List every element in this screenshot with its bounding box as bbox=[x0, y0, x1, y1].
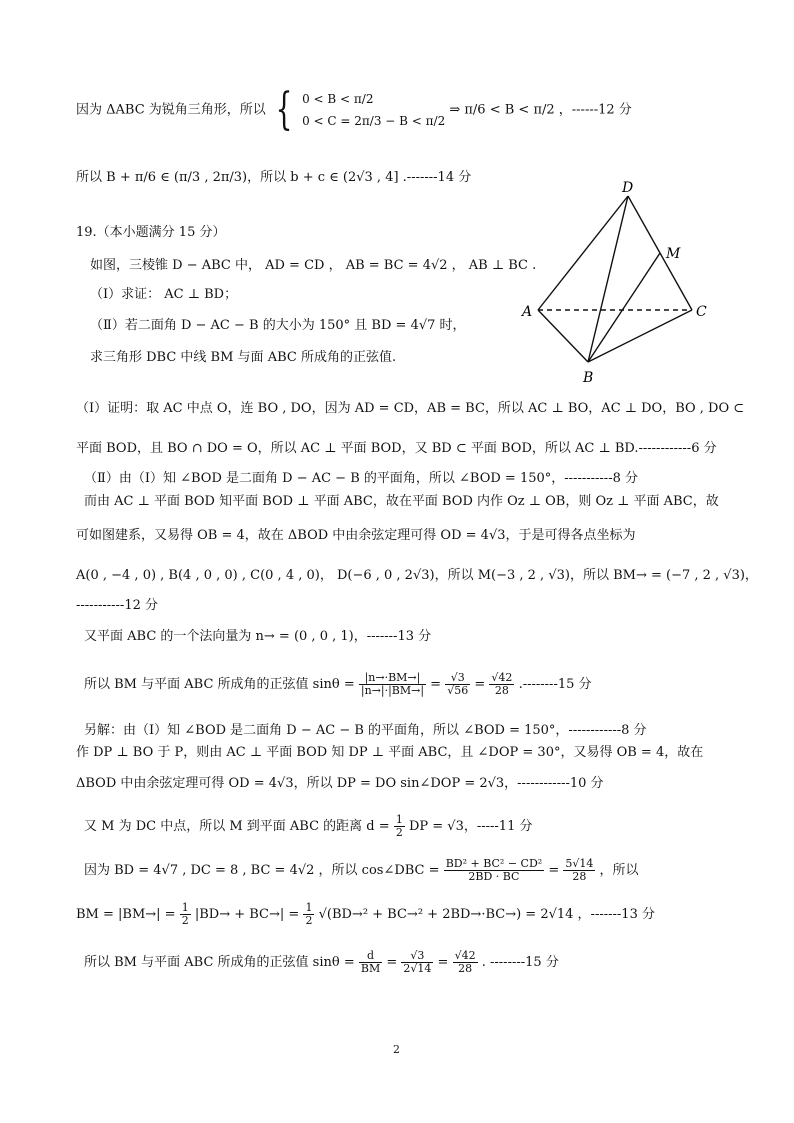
part-1-question: （Ⅰ）求证： AC ⊥ BD； bbox=[90, 287, 238, 302]
proof-part-2-b: 而由 AC ⊥ 平面 BOD 知平面 BOD ⊥ 平面 ABC，故在平面 BOD 内作 Oz ⊥ OB，则 Oz ⊥ 平面 ABC，故 bbox=[84, 494, 719, 509]
fraction-den: 2BD · BC bbox=[468, 870, 520, 883]
fraction-half-2 bbox=[180, 902, 191, 927]
fraction-num: 5√14 bbox=[565, 857, 594, 870]
fraction-num: √42 bbox=[491, 671, 513, 684]
fraction-sqrt3-2sqrt14 bbox=[401, 950, 433, 975]
cosine-line: 因为 BD = 4√7 , DC = 8 , BC = 4√2 ，所以 cos∠DBC = $\frac{\text{BD² + BC² − CD²}}{2BD \cdot BC}$ = $\frac{5√14}{28}$ ，所以 bbox=[84, 857, 639, 883]
fraction-num: √3 bbox=[401, 950, 433, 963]
problem-header: 19.（本小题满分 15 分） bbox=[76, 225, 226, 240]
line-1 bbox=[76, 84, 632, 135]
edge-BC bbox=[588, 310, 692, 362]
alt-solution-a: 另解：由（Ⅰ）知 ∠BOD 是二面角 D − AC − B 的平面角，所以 ∠BOD = 150°，------------8 分 bbox=[84, 723, 647, 738]
distance-line bbox=[84, 814, 532, 839]
text-l01-post: ⇒ π/6 < B < π/2 ，------12 分 bbox=[449, 102, 632, 118]
inequality-2: 0 < C = 2π/3 − B < π/2 bbox=[302, 114, 446, 128]
coordinates-line: A(0 , −4 , 0) , B(4 , 0 , 0) , C(0 , 4 , 0)， D(−6 , 0 , 2√3)，所以 M(−3 , 2 , √3)，所以 BM→ = (−7 , 2 , √3)， bbox=[76, 568, 758, 583]
text-l21-post: ，所以 bbox=[599, 863, 639, 878]
fraction-den: 2√14 bbox=[403, 962, 432, 975]
text-l01-pre: 因为 ΔABC 为锐角三角形，所以 bbox=[76, 102, 266, 118]
fraction-num: √3 bbox=[445, 672, 470, 685]
text-l16-pre: 所以 BM 与平面 ABC 所成角的正弦值 sinθ = bbox=[84, 677, 355, 692]
left-brace: { bbox=[275, 84, 293, 135]
fraction-den: BM bbox=[360, 962, 381, 975]
fraction-den: √56 bbox=[447, 684, 469, 697]
proof-part-1-b: 平面 BOD，且 BO ∩ DO = O，所以 AC ⊥ 平面 BOD，又 BD ⊂ 平面 BOD，所以 AC ⊥ BD.------------6 分 bbox=[76, 441, 717, 456]
alt-solution-c: ΔBOD 中由余弦定理可得 OD = 4√3，所以 DP = DO sin∠DOP = 2√3，------------10 分 bbox=[76, 776, 604, 791]
line-2: 所以 B + π/6 ∈ (π/3 , 2π/3)，所以 b + c ∈ (2√3 , 4] .-------14 分 bbox=[76, 170, 472, 185]
fraction-den: 28 bbox=[494, 684, 509, 697]
fraction-dot-over-norm bbox=[359, 672, 426, 697]
text-l22-pre: BM = |BM→| = bbox=[76, 907, 176, 922]
fraction-sqrt42-28-b bbox=[453, 950, 478, 975]
fraction-num: |n→·BM→| bbox=[359, 672, 426, 685]
fraction-num: 1 bbox=[181, 901, 189, 914]
fraction-half bbox=[394, 814, 405, 839]
fraction-cos-law bbox=[444, 858, 545, 883]
fraction-num: 1 bbox=[395, 813, 403, 826]
label-A: A bbox=[522, 304, 533, 320]
label-M: M bbox=[666, 246, 681, 262]
fraction-sqrt3-sqrt56 bbox=[445, 672, 470, 697]
proof-part-1-a: （Ⅰ）证明：取 AC 中点 O，连 BO , DO，因为 AD = CD，AB = BC，所以 AC ⊥ BO，AC ⊥ DO，BO , DO ⊂ bbox=[76, 401, 745, 416]
label-B: B bbox=[583, 370, 594, 386]
median-length-line bbox=[76, 902, 655, 927]
label-C: C bbox=[696, 304, 707, 320]
fraction-num: 1 bbox=[305, 901, 313, 914]
page-number: 2 bbox=[393, 1043, 400, 1056]
fraction-den: |n→|·|BM→| bbox=[360, 684, 425, 697]
text-l20-pre: 又 M 为 DC 中点，所以 M 到平面 ABC 的距离 d = bbox=[84, 819, 390, 834]
fraction-sqrt42-28 bbox=[489, 672, 514, 697]
text-l16-post: .--------15 分 bbox=[518, 677, 592, 692]
fraction-d-BM bbox=[359, 950, 382, 975]
alt-solution-b: 作 DP ⊥ BO 于 P，则由 AC ⊥ 平面 BOD 知 DP ⊥ 平面 ABC，且 ∠DOP = 30°，又易得 OB = 4，故在 bbox=[76, 745, 704, 760]
median-BM bbox=[588, 253, 660, 362]
text-l22-post: √(BD→² + BC→² + 2BD→·BC→) = 2√14 ，-------13 分 bbox=[318, 907, 655, 922]
fraction-den: 2 bbox=[305, 914, 313, 927]
normal-vector-line: 又平面 ABC 的一个法向量为 n→ = (0 , 0 , 1)，-------13 分 bbox=[84, 629, 432, 644]
fraction-cos-value bbox=[563, 858, 595, 883]
problem-statement: 如图，三棱锥 D − ABC 中， AD = CD ， AB = BC = 4√2 ， AB ⊥ BC . bbox=[90, 258, 537, 273]
label-D: D bbox=[622, 180, 634, 196]
fraction-den: 28 bbox=[458, 962, 473, 975]
fraction-num: BD² + BC² − CD² bbox=[445, 857, 543, 870]
score-12: -----------12 分 bbox=[76, 598, 158, 613]
text-l20-post: DP = √3，-----11 分 bbox=[408, 819, 533, 834]
sine-result-line: 所以 BM 与平面 ABC 所成角的正弦值 sinθ = $\frac{|n\to\cdot BM\to|}{|n\to|\cdot|BM\to|}$ = $\frac{√3}{√56}$ = $\frac{√42}{28}$ .--------15 分 bbox=[84, 671, 592, 697]
text-l21-pre: 因为 BD = 4√7 , DC = 8 , BC = 4√2 ，所以 cos∠DBC = bbox=[84, 863, 440, 878]
proof-part-2-a: （Ⅱ）由（Ⅰ）知 ∠BOD 是二面角 D − AC − B 的平面角，所以 ∠BOD = 150°，-----------8 分 bbox=[84, 471, 638, 486]
text-l23-pre: 所以 BM 与平面 ABC 所成角的正弦值 sinθ = bbox=[84, 955, 355, 970]
text-l22-mid: |BD→ + BC→| = bbox=[194, 907, 300, 922]
proof-part-2-c: 可如图建系，又易得 OB = 4，故在 ΔBOD 中由余弦定理可得 OD = 4√3，于是可得各点坐标为 bbox=[76, 528, 636, 543]
part-2-question-cont: 求三角形 DBC 中线 BM 与面 ABC 所成角的正弦值. bbox=[90, 350, 397, 365]
tetrahedron-diagram bbox=[510, 178, 720, 388]
sine-result-line-2: 所以 BM 与平面 ABC 所成角的正弦值 sinθ = $\frac{d}{BM}$ = $\frac{√3}{2√14}$ = $\frac{√42}{28}$ . --------15 分 bbox=[84, 949, 559, 975]
edge-AB bbox=[538, 310, 588, 362]
fraction-den: 28 bbox=[572, 870, 587, 883]
inequality-1: 0 < B < π/2 bbox=[302, 92, 374, 106]
text-l23-post: . --------15 分 bbox=[481, 955, 559, 970]
fraction-den: 2 bbox=[181, 914, 189, 927]
fraction-num: √42 bbox=[454, 949, 476, 962]
part-2-question: （Ⅱ）若二面角 D − AC − B 的大小为 150° 且 BD = 4√7 时， bbox=[90, 318, 466, 333]
fraction-den: 2 bbox=[395, 826, 403, 839]
fraction-num: d bbox=[359, 950, 382, 963]
inequality-system bbox=[302, 88, 445, 132]
fraction-half-3 bbox=[303, 902, 314, 927]
